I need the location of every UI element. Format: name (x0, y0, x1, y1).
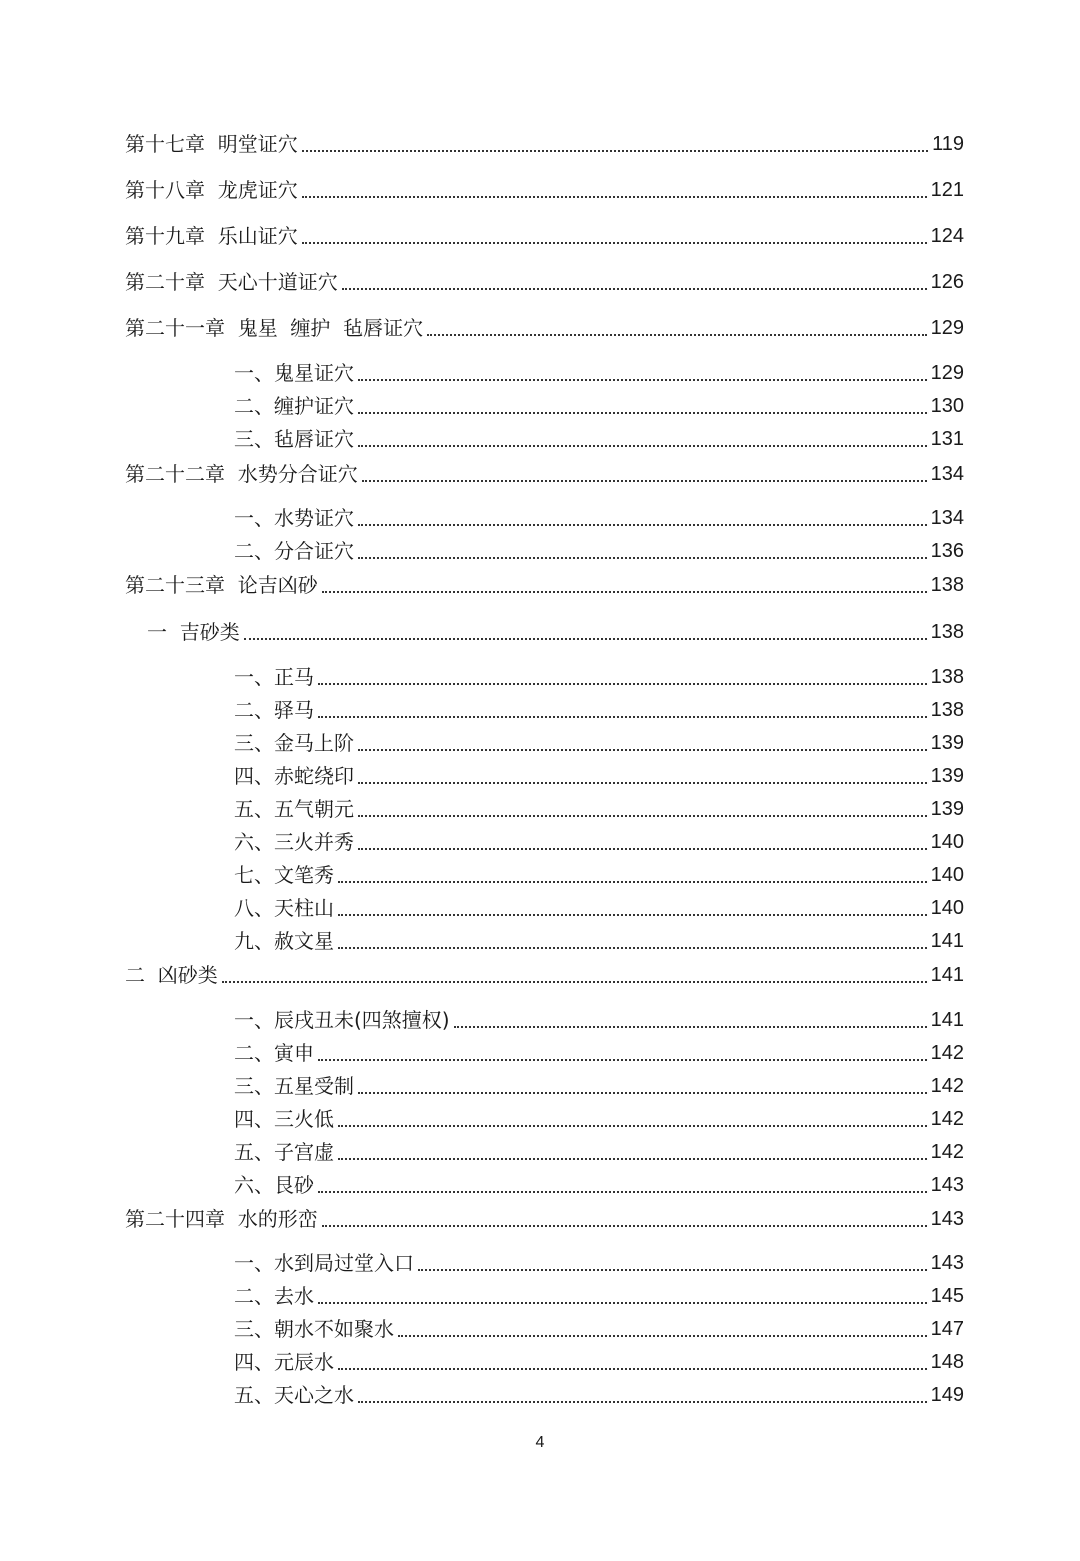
toc-entry (125, 176, 964, 204)
dot-leader (358, 412, 927, 414)
toc-entry-title: 二、驿马 (234, 698, 314, 722)
dot-leader (318, 1059, 927, 1061)
toc-entry-title: 五、天心之水 (234, 1383, 354, 1407)
toc-entry (234, 861, 964, 889)
toc-entry (234, 927, 964, 955)
toc-entry (125, 130, 964, 158)
toc-entry-title: 六、三火并秀 (234, 830, 354, 854)
dot-leader (322, 591, 927, 593)
toc-entry-title: 四、赤蛇绕印 (234, 764, 354, 788)
toc-entry-page: 148 (930, 1351, 964, 1373)
toc-entry-title: 四、元辰水 (234, 1350, 334, 1374)
toc-entry (234, 795, 964, 823)
toc-entry-title: 一 吉砂类 (147, 620, 240, 644)
toc-entry (234, 696, 964, 724)
toc-entry-title: 第二十三章 论吉凶砂 (125, 573, 318, 597)
toc-entry (234, 1105, 964, 1133)
dot-leader (454, 1026, 927, 1028)
toc-entry-title: 八、天柱山 (234, 896, 334, 920)
toc-entry (234, 1072, 964, 1100)
toc-entry-page: 134 (930, 507, 964, 529)
toc-entry-page: 145 (930, 1285, 964, 1307)
toc-entry-title: 九、赦文星 (234, 929, 334, 953)
dot-leader (418, 1269, 927, 1271)
toc-entry-page: 142 (930, 1108, 964, 1130)
dot-leader (318, 683, 927, 685)
toc-entry (234, 537, 964, 565)
toc-entry-page: 141 (930, 1009, 964, 1031)
dot-leader (302, 150, 928, 152)
dot-leader (318, 1302, 927, 1304)
dot-leader (338, 947, 927, 949)
toc-entry (234, 392, 964, 420)
toc-entry (125, 268, 964, 296)
toc-entry (234, 1249, 964, 1277)
toc-entry (234, 1315, 964, 1343)
toc-entry-page: 149 (930, 1384, 964, 1406)
dot-leader (338, 1158, 927, 1160)
toc-entry (234, 1282, 964, 1310)
toc-entry (234, 762, 964, 790)
toc-entry (234, 504, 964, 532)
dot-leader (358, 557, 927, 559)
toc-entry-title: 二、寅申 (234, 1041, 314, 1065)
toc-entry-title: 三、五星受制 (234, 1074, 354, 1098)
dot-leader (338, 914, 927, 916)
toc-entry-page: 138 (930, 666, 964, 688)
toc-entry (234, 729, 964, 757)
dot-leader (302, 242, 927, 244)
toc-entry-title: 一、水到局过堂入口 (234, 1251, 414, 1275)
toc-entry-page: 138 (930, 621, 964, 643)
dot-leader (358, 749, 927, 751)
toc-entry-page: 143 (930, 1252, 964, 1274)
toc-entry (234, 359, 964, 387)
toc-entry-title: 五、五气朝元 (234, 797, 354, 821)
toc-entry-page: 129 (930, 317, 964, 339)
toc-entry (125, 1205, 964, 1233)
dot-leader (362, 480, 927, 482)
toc-entry-page: 141 (930, 930, 964, 952)
dot-leader (398, 1335, 927, 1337)
dot-leader (338, 1368, 927, 1370)
dot-leader (358, 445, 927, 447)
toc-entry-page: 139 (930, 765, 964, 787)
toc-entry-title: 三、金马上阶 (234, 731, 354, 755)
dot-leader (318, 716, 927, 718)
dot-leader (222, 981, 927, 983)
toc-entry-title: 第二十二章 水势分合证穴 (125, 462, 358, 486)
toc-entry-page: 140 (930, 897, 964, 919)
toc-entry-page: 138 (930, 699, 964, 721)
dot-leader (338, 1125, 927, 1127)
toc-entry (234, 1138, 964, 1166)
toc-entry-page: 129 (930, 362, 964, 384)
dot-leader (358, 782, 927, 784)
toc-entry-title: 三、毡唇证穴 (234, 427, 354, 451)
toc-entry-page: 142 (930, 1042, 964, 1064)
dot-leader (358, 524, 927, 526)
toc-entry (147, 618, 964, 646)
toc-entry-page: 142 (930, 1141, 964, 1163)
toc-entry-page: 136 (930, 540, 964, 562)
toc-entry-title: 二、分合证穴 (234, 539, 354, 563)
toc-entry (125, 571, 964, 599)
toc-entry (125, 314, 964, 342)
toc-entry (234, 425, 964, 453)
toc-entry-page: 121 (930, 179, 964, 201)
dot-leader (358, 379, 927, 381)
dot-leader (338, 881, 927, 883)
toc-entry-page: 139 (930, 732, 964, 754)
toc-entry (234, 663, 964, 691)
toc-entry (234, 1039, 964, 1067)
toc-entry-title: 五、子宫虚 (234, 1140, 334, 1164)
page-number: 4 (535, 1434, 545, 1451)
toc-entry-page: 124 (930, 225, 964, 247)
toc-entry-title: 六、艮砂 (234, 1173, 314, 1197)
toc-entry-page: 134 (930, 463, 964, 485)
toc-entry (234, 894, 964, 922)
toc-entry-page: 130 (930, 395, 964, 417)
dot-leader (302, 196, 927, 198)
toc-entry (125, 961, 964, 989)
toc-entry (234, 1006, 964, 1034)
toc-entry-page: 140 (930, 831, 964, 853)
toc-entry-title: 二、缠护证穴 (234, 394, 354, 418)
toc-entry (234, 1348, 964, 1376)
toc-entry-title: 四、三火低 (234, 1107, 334, 1131)
toc-entry (125, 460, 964, 488)
toc-entry-page: 143 (930, 1208, 964, 1230)
dot-leader (358, 1401, 927, 1403)
toc-entry-title: 第十九章 乐山证穴 (125, 224, 298, 248)
toc-entry-title: 一、正马 (234, 665, 314, 689)
toc-entry-page: 141 (930, 964, 964, 986)
dot-leader (358, 848, 927, 850)
toc-entry-title: 七、文笔秀 (234, 863, 334, 887)
toc-entry-title: 第十七章 明堂证穴 (125, 132, 298, 156)
toc-entry (234, 1381, 964, 1409)
toc-entry-page: 126 (930, 271, 964, 293)
toc-entry-title: 一、辰戌丑未(四煞擅权) (234, 1008, 450, 1032)
toc-entry (234, 828, 964, 856)
toc-entry-title: 第二十四章 水的形峦 (125, 1207, 318, 1231)
toc-entry-page: 147 (930, 1318, 964, 1340)
toc-entry-title: 第二十一章 鬼星 缠护 毡唇证穴 (125, 316, 424, 340)
toc-entry-title: 二 凶砂类 (125, 963, 218, 987)
toc-entry-page: 131 (930, 428, 964, 450)
toc-entry-page: 138 (930, 574, 964, 596)
toc-entry-title: 第十八章 龙虎证穴 (125, 178, 298, 202)
dot-leader (342, 288, 927, 290)
dot-leader (244, 638, 927, 640)
dot-leader (318, 1191, 927, 1193)
toc-entry (125, 222, 964, 250)
dot-leader (322, 1225, 927, 1227)
toc-entry-page: 140 (930, 864, 964, 886)
dot-leader (358, 1092, 927, 1094)
toc-entry-title: 二、去水 (234, 1284, 314, 1308)
toc-entry-page: 139 (930, 798, 964, 820)
toc-entry-page: 119 (932, 133, 964, 155)
dot-leader (427, 334, 926, 336)
toc-entry-title: 一、鬼星证穴 (234, 361, 354, 385)
toc-entry-page: 143 (930, 1174, 964, 1196)
toc-entry (234, 1171, 964, 1199)
toc-entry-title: 第二十章 天心十道证穴 (125, 270, 338, 294)
dot-leader (358, 815, 927, 817)
toc-entry-page: 142 (930, 1075, 964, 1097)
toc-entry-title: 一、水势证穴 (234, 506, 354, 530)
toc-entry-title: 三、朝水不如聚水 (234, 1317, 394, 1341)
